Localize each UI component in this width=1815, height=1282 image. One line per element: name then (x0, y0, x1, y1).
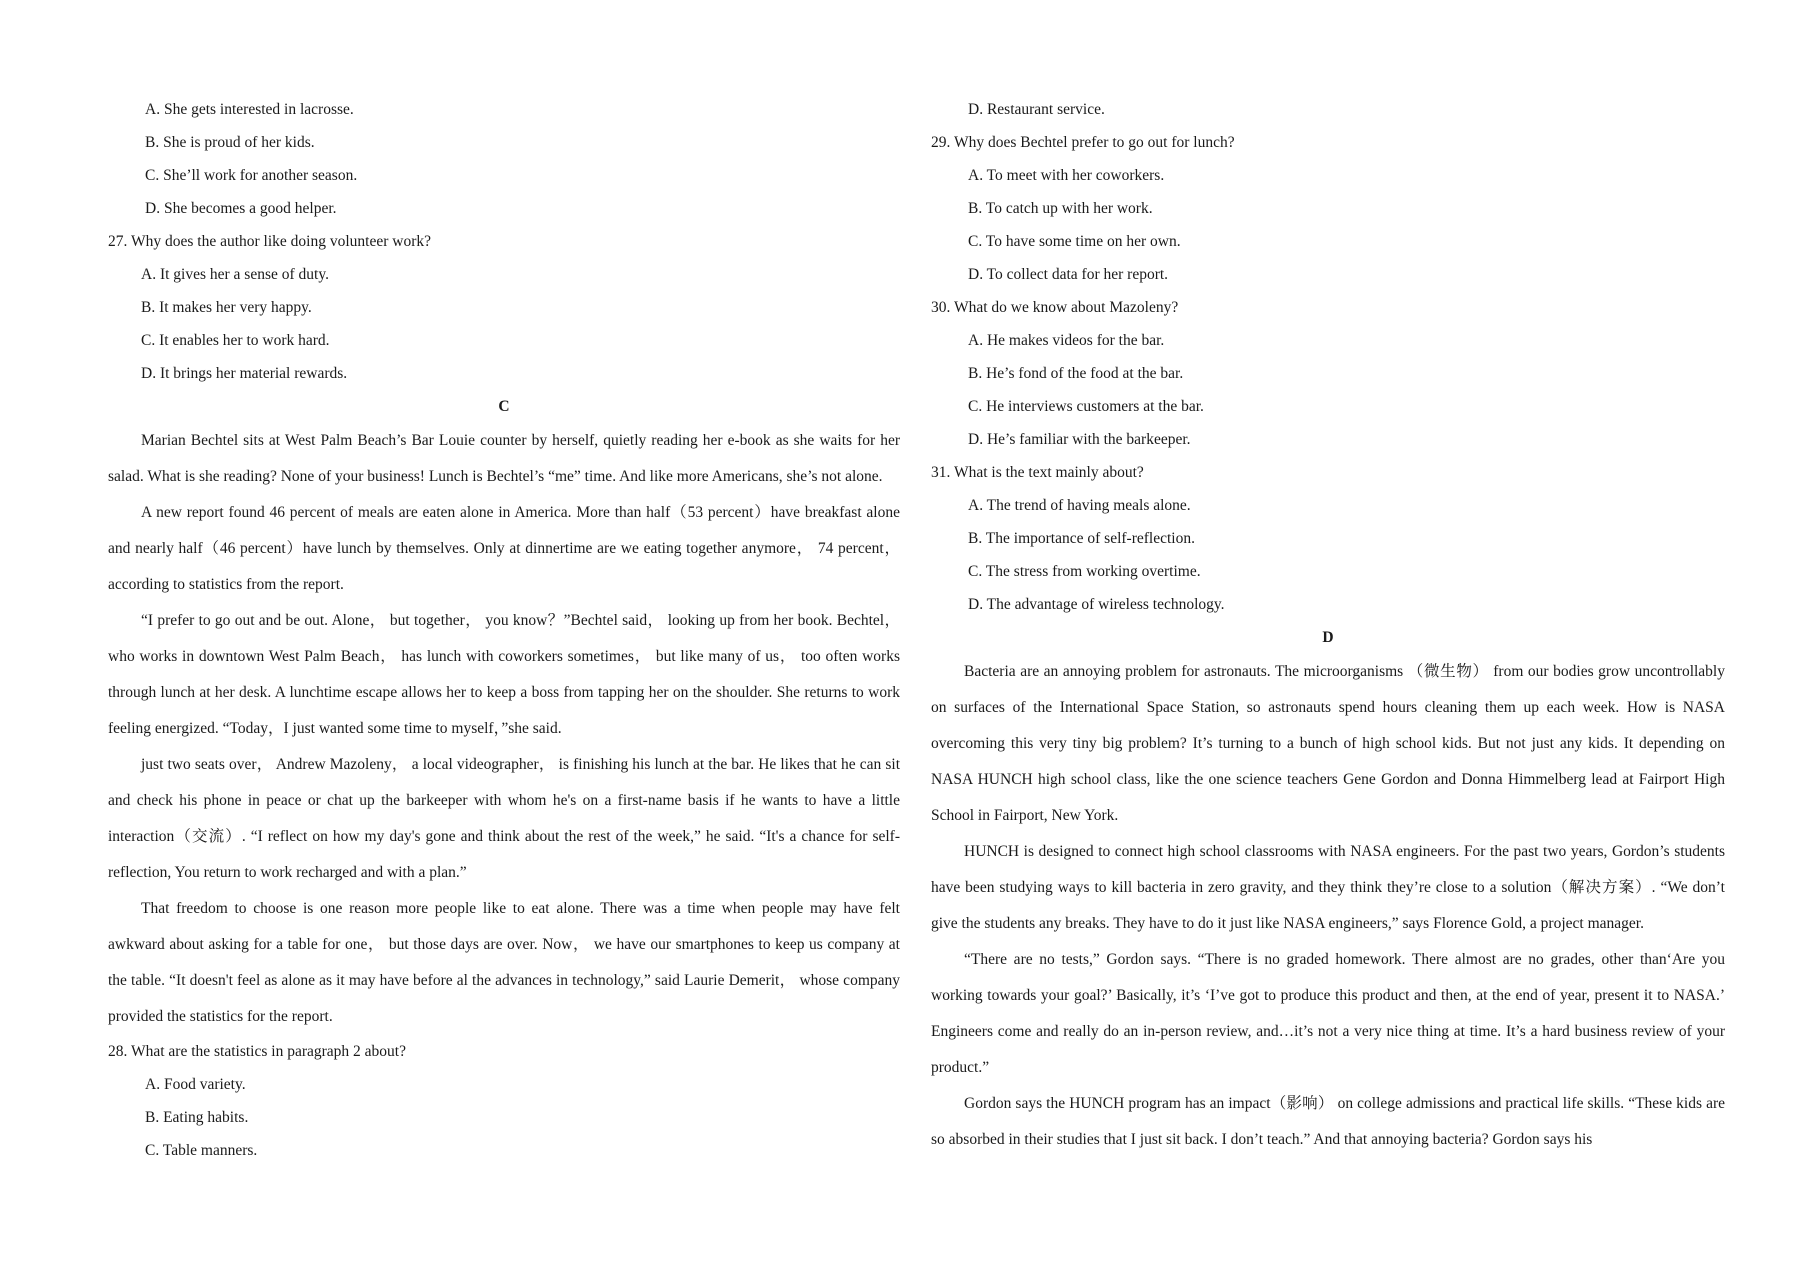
q29-option-c: C. To have some time on her own. (968, 233, 1181, 250)
q30-option-a: A. He makes videos for the bar. (968, 332, 1165, 349)
q26-option-d: D. She becomes a good helper. (145, 200, 337, 217)
q29-option-a: A. To meet with her coworkers. (968, 167, 1165, 184)
q28-option-b: B. Eating habits. (145, 1109, 249, 1126)
q27-option-c: C. It enables her to work hard. (141, 332, 330, 349)
right-column (931, 93, 1725, 1158)
q29-option-d: D. To collect data for her report. (968, 266, 1169, 283)
q27-option-a: A. It gives her a sense of duty. (141, 266, 329, 283)
section-d-heading: D (1322, 629, 1334, 646)
q29-option-b: B. To catch up with her work. (968, 200, 1153, 217)
q28-option-c: C. Table manners. (145, 1142, 258, 1159)
q26-option-b: B. She is proud of her kids. (145, 134, 315, 151)
q28-option-d: D. Restaurant service. (968, 101, 1105, 118)
q31-option-c: C. The stress from working overtime. (968, 563, 1201, 580)
left-column (108, 93, 900, 1167)
section-c-paragraph-1: Marian Bechtel sits at West Palm Beach’s Bar Louie counter by herself, quietly reading her e-book as she waits for her salad. What is she reading? None of your business! Lunch is Bechtel’s “me” time. And like more Americans, she’s not alone. (108, 432, 900, 485)
section-c-paragraph-2: A new report found 46 percent of meals are eaten alone in America. More than half（53 percent）have breakfast alone and nearly half（46 percent）have lunch by themselves. Only at dinnertime are we eating together anymore， 74 percent， according to statistics from the report. (108, 504, 900, 593)
q30-option-c: C. He interviews customers at the bar. (968, 398, 1204, 415)
q30-option-d: D. He’s familiar with the barkeeper. (968, 431, 1191, 448)
section-c-paragraph-5: That freedom to choose is one reason more people like to eat alone. There was a time when people may have felt awkward about asking for a table for one， but those days are over. Now， we have our smartphones to keep us company at the table. “It doesn't feel as alone as it may have before al the advances in technology,” said Laurie Demerit， whose company provided the statistics for the report. (108, 900, 900, 1025)
section-c-paragraph-3: “I prefer to go out and be out. Alone， but together， you know？”Bechtel said， looking up from her book. Bechtel， who works in downtown West Palm Beach， has lunch with coworkers sometimes， but like many of us， too often works through lunch at her desk. A lunchtime escape allows her to keep a boss from tapping her on the shoulder. She returns to work feeling energized. “Today，I just wanted some time to myself，”she said. (108, 612, 900, 737)
q28-option-a: A. Food variety. (145, 1076, 246, 1093)
section-d-paragraph-1: Bacteria are an annoying problem for astronauts. The microorganisms （微生物） from our bodies grow uncontrollably on surfaces of the International Space Station, so astronauts spend hours cleaning them up each week. How is NASA overcoming this very tiny big problem? It’s turning to a bunch of high school kids. But not just any kids. It depending on NASA HUNCH high school class, like the one science teachers Gene Gordon and Donna Himmelberg lead at Fairport High School in Fairport, New York. (931, 663, 1725, 824)
section-d-paragraph-3: “There are no tests,” Gordon says. “There is no graded homework. There almost are no grades, other than‘Are you working towards your goal?’ Basically, it’s ‘I’ve got to produce this product and then, at the end of year, present it to NASA.’ Engineers come and really do an in-person review, and…it’s not a very nice thing at time. It’s a hard business review of your product.” (931, 951, 1725, 1076)
q27-option-d: D. It brings her material rewards. (141, 365, 348, 382)
q30-option-b: B. He’s fond of the food at the bar. (968, 365, 1184, 382)
q26-option-a: A. She gets interested in lacrosse. (145, 101, 354, 118)
section-c-heading: C (498, 398, 510, 415)
section-d-paragraph-4: Gordon says the HUNCH program has an impact（影响） on college admissions and practical life skills. “These kids are so absorbed in their studies that I just sit back. I don’t teach.” And that annoying bacteria? Gordon says his (931, 1095, 1725, 1148)
section-d-paragraph-2: HUNCH is designed to connect high school classrooms with NASA engineers. For the past two years, Gordon’s students have been studying ways to kill bacteria in zero gravity, and they think they’re close to a solution（解决方案）. “We don’t give the students any breaks. They have to do it just like NASA engineers,” says Florence Gold, a project manager. (931, 843, 1725, 932)
q31-option-d: D. The advantage of wireless technology. (968, 596, 1225, 613)
q27-option-b: B. It makes her very happy. (141, 299, 312, 316)
q28-question: 28. What are the statistics in paragraph 2 about? (108, 1043, 406, 1060)
q26-option-c: C. She’ll work for another season. (145, 167, 358, 184)
q30-question: 30. What do we know about Mazoleny? (931, 299, 1179, 316)
q29-question: 29. Why does Bechtel prefer to go out for lunch? (931, 134, 1235, 151)
q31-question: 31. What is the text mainly about? (931, 464, 1144, 481)
q27-question: 27. Why does the author like doing volunteer work? (108, 233, 431, 250)
q31-option-a: A. The trend of having meals alone. (968, 497, 1191, 514)
q31-option-b: B. The importance of self-reflection. (968, 530, 1195, 547)
section-c-paragraph-4: just two seats over， Andrew Mazoleny， a local videographer， is finishing his lunch at the bar. He likes that he can sit and check his phone in peace or chat up the barkeeper with whom he's on a first-name basis if he wants to have a little interaction（交流）. “I reflect on how my day's gone and think about the rest of the week,” he said. “It's a chance for self-reflection, You return to work recharged and with a plan.” (108, 756, 900, 881)
